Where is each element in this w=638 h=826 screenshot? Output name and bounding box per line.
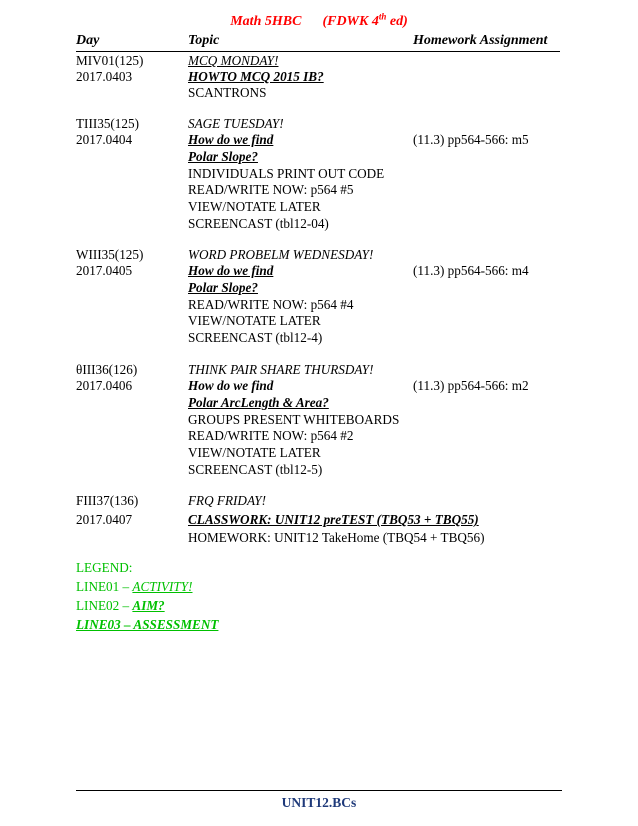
- legend-title: LEGEND:: [76, 560, 133, 575]
- aim-line-2: Polar Slope?: [188, 280, 258, 295]
- day-code: θIII36(126): [76, 362, 138, 377]
- note-line: READ/WRITE NOW: p564 #4: [188, 297, 354, 312]
- activity-line: THINK PAIR SHARE THURSDAY!: [188, 362, 374, 377]
- activity-line: MCQ MONDAY!: [188, 53, 279, 68]
- note-line: VIEW/NOTATE LATER: [188, 199, 321, 214]
- legend: [76, 558, 218, 634]
- day-date: 2017.0404: [76, 132, 133, 147]
- assessment-line: CLASSWORK: UNIT12 preTEST (TBQ53 + TBQ55): [188, 512, 479, 527]
- day-date: 2017.0405: [76, 263, 133, 278]
- day-code: FIII37(136): [76, 493, 139, 508]
- aim-line: HOWTO MCQ 2015 IB?: [188, 69, 324, 84]
- title-course: Math 5HBC: [230, 14, 302, 29]
- activity-line: FRQ FRIDAY!: [188, 493, 267, 508]
- title-edition: (FDWK 4th ed): [322, 11, 408, 29]
- footer-divider: [76, 790, 562, 791]
- legend-line-3: LINE03 – ASSESSMENT: [76, 617, 219, 632]
- page-footer: UNIT12.BCs: [281, 795, 357, 810]
- aim-line-2: Polar ArcLength & Area?: [188, 395, 329, 410]
- note-line: READ/WRITE NOW: p564 #5: [188, 182, 354, 197]
- note-line: GROUPS PRESENT WHITEBOARDS: [188, 412, 400, 427]
- note-line: SCREENCAST (tbl12-5): [188, 462, 323, 477]
- activity-line: WORD PROBELM WEDNESDAY!: [188, 247, 374, 262]
- header-topic: Topic: [188, 33, 220, 48]
- day-date: 2017.0406: [76, 378, 133, 393]
- aim-line-1: How do we find: [188, 132, 274, 147]
- document-title: [0, 11, 638, 30]
- column-headers: [76, 33, 560, 53]
- note-line: READ/WRITE NOW: p564 #2: [188, 428, 354, 443]
- day-date: 2017.0407: [76, 512, 133, 527]
- aim-line-2: Polar Slope?: [188, 149, 258, 164]
- legend-activity: ACTIVITY!: [132, 579, 193, 594]
- note-line: SCREENCAST (tbl12-4): [188, 330, 323, 345]
- day-date: 2017.0403: [76, 69, 133, 84]
- legend-line-1: LINE01 – ACTIVITY!: [76, 579, 193, 594]
- aim-line-1: How do we find: [188, 263, 274, 278]
- day-code: MIV01(125): [76, 53, 144, 68]
- header-divider: [76, 51, 560, 52]
- day-code: WIII35(125): [76, 247, 144, 262]
- legend-aim: AIM?: [132, 598, 165, 613]
- activity-line: SAGE TUESDAY!: [188, 116, 284, 131]
- homework-assignment: (11.3) pp564-566: m2: [413, 378, 529, 393]
- header-homework: Homework Assignment: [413, 33, 548, 48]
- day-code: TIII35(125): [76, 116, 139, 131]
- note-line: VIEW/NOTATE LATER: [188, 313, 321, 328]
- note-line: SCANTRONS: [188, 85, 267, 100]
- note-line: VIEW/NOTATE LATER: [188, 445, 321, 460]
- homework-assignment: (11.3) pp564-566: m4: [413, 263, 529, 278]
- note-line: HOMEWORK: UNIT12 TakeHome (TBQ54 + TBQ56): [188, 530, 485, 545]
- homework-assignment: (11.3) pp564-566: m5: [413, 132, 529, 147]
- header-day: Day: [76, 33, 100, 48]
- note-line: SCREENCAST (tbl12-04): [188, 216, 329, 231]
- note-line: INDIVIDUALS PRINT OUT CODE: [188, 166, 385, 181]
- aim-line-1: How do we find: [188, 378, 274, 393]
- legend-line-2: LINE02 – AIM?: [76, 598, 165, 613]
